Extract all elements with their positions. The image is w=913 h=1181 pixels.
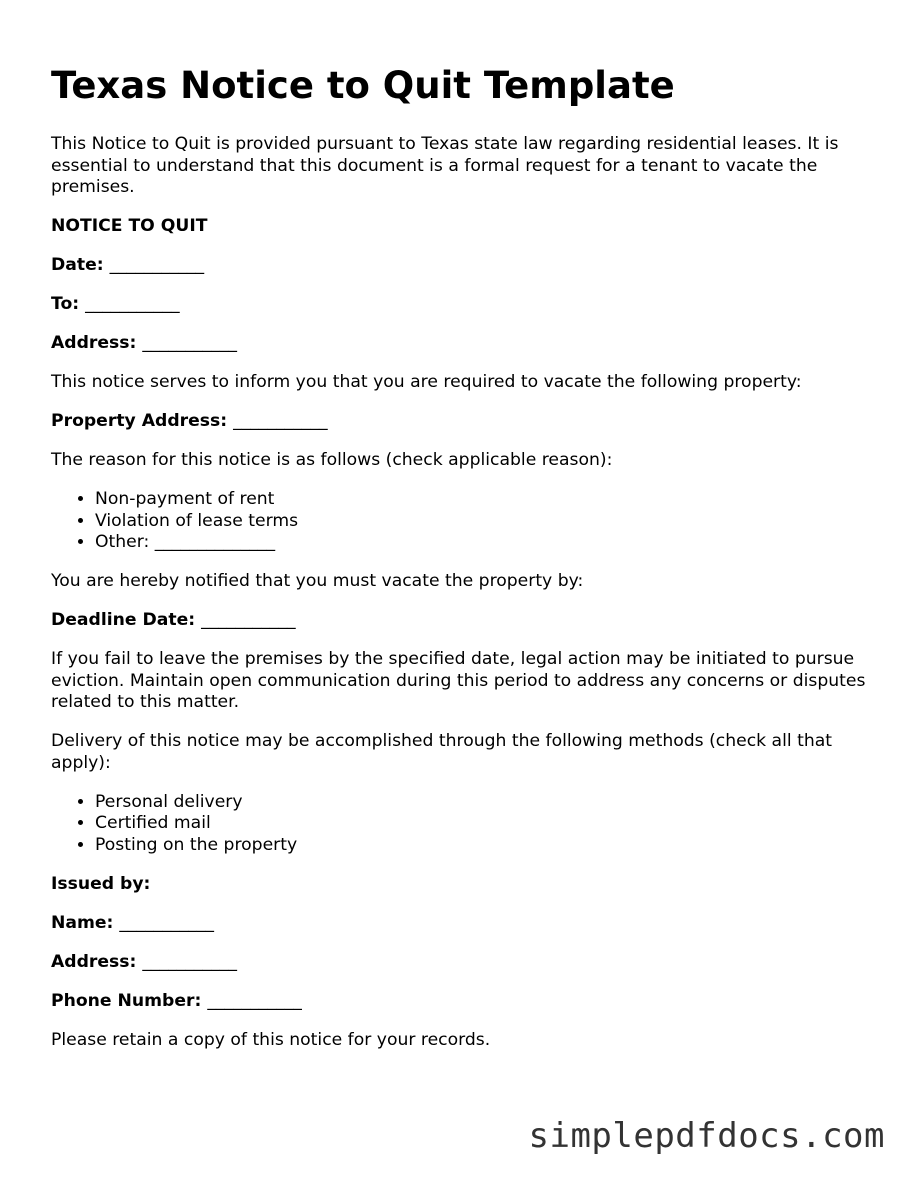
to-blank: ___________ <box>85 294 180 314</box>
fail-paragraph: If you fail to leave the premises by the specified date, legal action may be initiated to pursue eviction. Maintain open communication during this period to address any concerns or disputes related to this matter. <box>51 649 866 712</box>
issuer-address-field <box>51 952 871 974</box>
property-address-blank: ___________ <box>233 411 328 431</box>
list-item: • Other: ______________ <box>95 532 871 554</box>
issuer-phone-blank: ___________ <box>207 990 302 1011</box>
notified-paragraph: You are hereby notified that you must vacate the property by: <box>51 571 584 591</box>
delivery-paragraph: Delivery of this notice may be accomplished through the following methods (check all that apply): <box>51 731 833 773</box>
to-field <box>51 294 871 316</box>
document-page <box>51 64 871 1069</box>
deadline-date-blank: ___________ <box>201 610 296 630</box>
deadline-date-label: Deadline Date: <box>51 610 196 630</box>
address-label: Address: <box>51 333 137 353</box>
list-item: • Personal delivery <box>95 792 871 814</box>
issuer-address-label: Address: <box>51 951 137 972</box>
property-address-label: Property Address: <box>51 411 228 431</box>
issuer-name-label: Name: <box>51 912 114 933</box>
reason-list <box>51 489 871 554</box>
date-label: Date: <box>51 255 104 275</box>
deadline-date-field <box>51 610 871 632</box>
inform-paragraph: This notice serves to inform you that you are required to vacate the following property: <box>51 372 802 392</box>
issuer-address-blank: ___________ <box>142 951 237 972</box>
property-address-field <box>51 411 871 433</box>
date-field <box>51 255 871 277</box>
list-item: • Violation of lease terms <box>95 511 871 533</box>
document-title: Texas Notice to Quit Template <box>51 64 675 107</box>
intro-paragraph: This Notice to Quit is provided pursuant to Texas state law regarding residential leases. It is essential to understand that this document is a formal request for a tenant to vacate the premises. <box>51 134 839 197</box>
date-blank: ___________ <box>109 255 205 275</box>
issuer-name-field <box>51 913 871 935</box>
list-item: • Posting on the property <box>95 835 871 857</box>
to-label: To: <box>51 294 80 314</box>
watermark: simplepdfdocs.com <box>528 1116 885 1156</box>
delivery-list <box>51 792 871 857</box>
issuer-phone-label: Phone Number: <box>51 990 202 1011</box>
issued-by-heading: Issued by: <box>51 873 151 894</box>
notice-heading: NOTICE TO QUIT <box>51 216 208 236</box>
address-field <box>51 333 871 355</box>
list-item: • Non-payment of rent <box>95 489 871 511</box>
issuer-name-blank: ___________ <box>119 912 214 933</box>
list-item: • Certified mail <box>95 813 871 835</box>
closing-paragraph: Please retain a copy of this notice for your records. <box>51 1029 491 1050</box>
issuer-phone-field <box>51 991 871 1013</box>
reason-paragraph: The reason for this notice is as follows (check applicable reason): <box>51 450 613 470</box>
address-blank: ___________ <box>142 333 237 353</box>
